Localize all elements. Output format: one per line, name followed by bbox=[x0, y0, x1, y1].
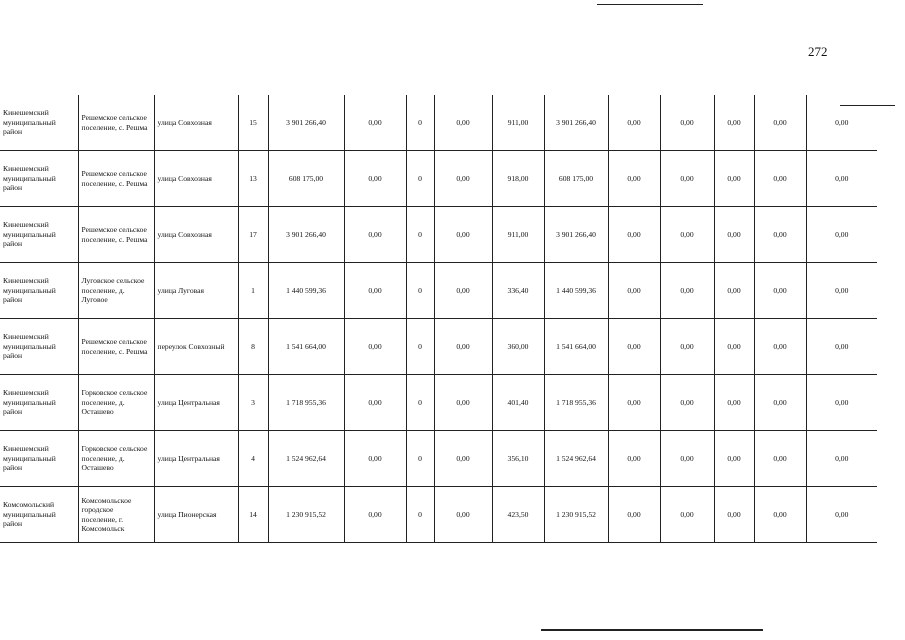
total-cost-cell: 1 524 962,64 bbox=[268, 431, 344, 487]
table-row bbox=[0, 487, 877, 543]
table-row bbox=[0, 151, 877, 207]
total-cost-cell: 3 901 266,40 bbox=[268, 95, 344, 151]
district-cell: Кинешемский муниципальный район bbox=[0, 263, 78, 319]
value-cell: 0,00 bbox=[754, 263, 806, 319]
value-cell: 0,00 bbox=[660, 319, 714, 375]
area-cell: 423,50 bbox=[492, 487, 544, 543]
total-cost-cell: 1 718 955,36 bbox=[268, 375, 344, 431]
area-cell: 911,00 bbox=[492, 207, 544, 263]
district-cell: Кинешемский муниципальный район bbox=[0, 375, 78, 431]
fund-cost-cell: 1 718 955,36 bbox=[544, 375, 608, 431]
settlement-cell: Решемское сельское поселение, с. Решма bbox=[78, 151, 154, 207]
value-cell: 0,00 bbox=[714, 95, 754, 151]
area-cell: 356,10 bbox=[492, 431, 544, 487]
value-cell: 0,00 bbox=[806, 263, 877, 319]
table-row bbox=[0, 375, 877, 431]
fund-cost-cell: 3 901 266,40 bbox=[544, 207, 608, 263]
settlement-cell: Решемское сельское поселение, с. Решма bbox=[78, 319, 154, 375]
scan-artifact-top bbox=[597, 4, 703, 5]
value-cell: 0,00 bbox=[344, 151, 406, 207]
value-cell: 0,00 bbox=[608, 151, 660, 207]
value-cell: 0,00 bbox=[608, 431, 660, 487]
house-number-cell: 15 bbox=[238, 95, 268, 151]
table-row bbox=[0, 319, 877, 375]
value-cell: 0,00 bbox=[434, 487, 492, 543]
value-cell: 0,00 bbox=[806, 375, 877, 431]
value-cell: 0,00 bbox=[660, 95, 714, 151]
table-row bbox=[0, 207, 877, 263]
value-cell: 0,00 bbox=[660, 207, 714, 263]
house-number-cell: 3 bbox=[238, 375, 268, 431]
street-cell: улица Луговая bbox=[154, 263, 238, 319]
district-cell: Кинешемский муниципальный район bbox=[0, 431, 78, 487]
street-cell: улица Совхозная bbox=[154, 151, 238, 207]
value-cell: 0 bbox=[406, 431, 434, 487]
value-cell: 0,00 bbox=[344, 375, 406, 431]
value-cell: 0,00 bbox=[806, 207, 877, 263]
total-cost-cell: 1 230 915,52 bbox=[268, 487, 344, 543]
house-number-cell: 14 bbox=[238, 487, 268, 543]
district-cell: Кинешемский муниципальный район bbox=[0, 151, 78, 207]
value-cell: 0,00 bbox=[714, 487, 754, 543]
value-cell: 0,00 bbox=[434, 207, 492, 263]
value-cell: 0,00 bbox=[434, 151, 492, 207]
page-number: 272 bbox=[808, 44, 828, 59]
area-cell: 911,00 bbox=[492, 95, 544, 151]
fund-cost-cell: 1 541 664,00 bbox=[544, 319, 608, 375]
value-cell: 0,00 bbox=[754, 487, 806, 543]
value-cell: 0,00 bbox=[714, 319, 754, 375]
street-cell: улица Центральная bbox=[154, 375, 238, 431]
value-cell: 0,00 bbox=[608, 207, 660, 263]
value-cell: 0,00 bbox=[714, 431, 754, 487]
district-cell: Кинешемский муниципальный район bbox=[0, 319, 78, 375]
value-cell: 0,00 bbox=[806, 151, 877, 207]
fund-cost-cell: 608 175,00 bbox=[544, 151, 608, 207]
value-cell: 0,00 bbox=[344, 319, 406, 375]
house-number-cell: 1 bbox=[238, 263, 268, 319]
value-cell: 0,00 bbox=[806, 487, 877, 543]
value-cell: 0,00 bbox=[754, 431, 806, 487]
table-row bbox=[0, 431, 877, 487]
value-cell: 0,00 bbox=[806, 431, 877, 487]
value-cell: 0,00 bbox=[608, 263, 660, 319]
total-cost-cell: 1 541 664,00 bbox=[268, 319, 344, 375]
value-cell: 0,00 bbox=[754, 319, 806, 375]
value-cell: 0,00 bbox=[608, 487, 660, 543]
value-cell: 0,00 bbox=[806, 95, 877, 151]
value-cell: 0,00 bbox=[660, 487, 714, 543]
value-cell: 0,00 bbox=[806, 319, 877, 375]
street-cell: переулок Совхозный bbox=[154, 319, 238, 375]
value-cell: 0,00 bbox=[434, 375, 492, 431]
settlement-cell: Луговское сельское поселение, д. Луговое bbox=[78, 263, 154, 319]
value-cell: 0,00 bbox=[714, 375, 754, 431]
scan-artifact-bottom bbox=[541, 629, 763, 631]
table-row bbox=[0, 263, 877, 319]
area-cell: 918,00 bbox=[492, 151, 544, 207]
settlement-cell: Решемское сельское поселение, с. Решма bbox=[78, 95, 154, 151]
settlement-cell: Горковское сельское поселение, д. Осташево bbox=[78, 375, 154, 431]
value-cell: 0,00 bbox=[344, 207, 406, 263]
value-cell: 0 bbox=[406, 263, 434, 319]
value-cell: 0,00 bbox=[660, 151, 714, 207]
value-cell: 0,00 bbox=[344, 95, 406, 151]
value-cell: 0,00 bbox=[434, 95, 492, 151]
value-cell: 0,00 bbox=[608, 375, 660, 431]
fund-cost-cell: 1 524 962,64 bbox=[544, 431, 608, 487]
fund-cost-cell: 1 230 915,52 bbox=[544, 487, 608, 543]
area-cell: 401,40 bbox=[492, 375, 544, 431]
area-cell: 360,00 bbox=[492, 319, 544, 375]
fund-cost-cell: 1 440 599,36 bbox=[544, 263, 608, 319]
value-cell: 0,00 bbox=[754, 95, 806, 151]
value-cell: 0,00 bbox=[434, 263, 492, 319]
street-cell: улица Совхозная bbox=[154, 207, 238, 263]
value-cell: 0,00 bbox=[608, 319, 660, 375]
value-cell: 0,00 bbox=[344, 263, 406, 319]
value-cell: 0,00 bbox=[344, 487, 406, 543]
street-cell: улица Совхозная bbox=[154, 95, 238, 151]
value-cell: 0,00 bbox=[660, 431, 714, 487]
value-cell: 0 bbox=[406, 207, 434, 263]
district-cell: Комсомольский муниципальный район bbox=[0, 487, 78, 543]
house-number-cell: 17 bbox=[238, 207, 268, 263]
value-cell: 0,00 bbox=[754, 207, 806, 263]
district-cell: Кинешемский муниципальный район bbox=[0, 95, 78, 151]
value-cell: 0,00 bbox=[434, 431, 492, 487]
value-cell: 0,00 bbox=[608, 95, 660, 151]
district-cell: Кинешемский муниципальный район bbox=[0, 207, 78, 263]
value-cell: 0 bbox=[406, 375, 434, 431]
value-cell: 0,00 bbox=[660, 263, 714, 319]
value-cell: 0 bbox=[406, 151, 434, 207]
total-cost-cell: 1 440 599,36 bbox=[268, 263, 344, 319]
value-cell: 0,00 bbox=[714, 207, 754, 263]
value-cell: 0 bbox=[406, 319, 434, 375]
value-cell: 0,00 bbox=[344, 431, 406, 487]
value-cell: 0,00 bbox=[754, 375, 806, 431]
value-cell: 0 bbox=[406, 95, 434, 151]
value-cell: 0,00 bbox=[754, 151, 806, 207]
total-cost-cell: 608 175,00 bbox=[268, 151, 344, 207]
table-row bbox=[0, 95, 877, 151]
house-number-cell: 4 bbox=[238, 431, 268, 487]
house-number-cell: 8 bbox=[238, 319, 268, 375]
settlement-cell: Горковское сельское поселение, д. Осташево bbox=[78, 431, 154, 487]
housing-register-table bbox=[0, 95, 877, 543]
settlement-cell: Комсомольское городское поселение, г. Комсомольск bbox=[78, 487, 154, 543]
area-cell: 336,40 bbox=[492, 263, 544, 319]
settlement-cell: Решемское сельское поселение, с. Решма bbox=[78, 207, 154, 263]
fund-cost-cell: 3 901 266,40 bbox=[544, 95, 608, 151]
total-cost-cell: 3 901 266,40 bbox=[268, 207, 344, 263]
house-number-cell: 13 bbox=[238, 151, 268, 207]
value-cell: 0,00 bbox=[714, 263, 754, 319]
value-cell: 0,00 bbox=[714, 151, 754, 207]
value-cell: 0,00 bbox=[660, 375, 714, 431]
street-cell: улица Пионерская bbox=[154, 487, 238, 543]
street-cell: улица Центральная bbox=[154, 431, 238, 487]
value-cell: 0 bbox=[406, 487, 434, 543]
value-cell: 0,00 bbox=[434, 319, 492, 375]
